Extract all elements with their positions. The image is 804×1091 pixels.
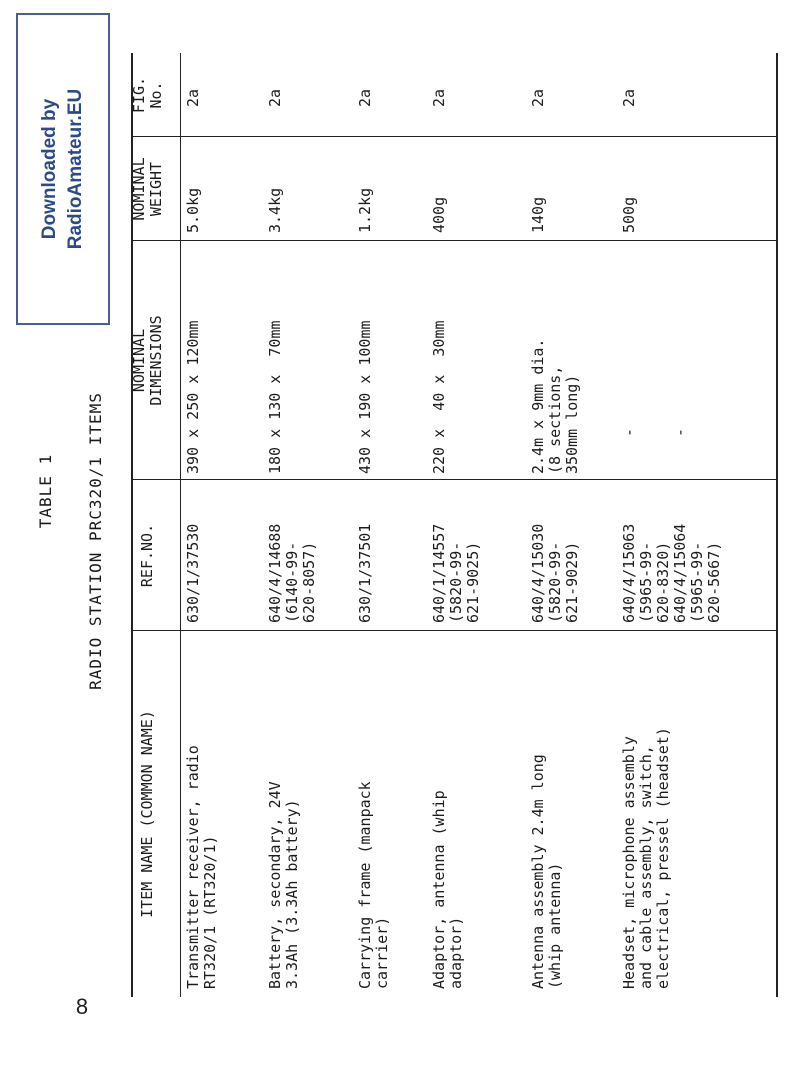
header-weight: NOMINAL WEIGHT xyxy=(130,157,165,221)
row-4-dims: 220 x 40 x 30mm xyxy=(430,320,448,474)
row-2-ref: 640/4/14688 (6140-99- 620-8057) xyxy=(266,523,318,623)
row-4-item: Adaptor, antenna (whip adaptor) xyxy=(430,790,465,989)
stamp-line-2: RadioAmateur.EU xyxy=(65,88,86,250)
table-bottom-rule xyxy=(776,53,778,997)
page-number: 8 xyxy=(75,994,89,1019)
row-5-fig: 2a xyxy=(529,88,547,107)
header-dimensions: NOMINAL DIMENSIONS xyxy=(130,315,165,406)
row-3-item: Carrying frame (manpack carrier) xyxy=(356,781,391,989)
stamp-line-1: Downloaded by xyxy=(39,98,60,240)
row-2-fig: 2a xyxy=(266,88,284,107)
row-1-fig: 2a xyxy=(184,88,202,107)
row-1-ref: 630/1/37530 xyxy=(184,523,202,623)
row-1-dims: 390 x 250 x 120mm xyxy=(184,320,202,474)
row-5-item: Antenna assembly 2.4m long (whip antenna) xyxy=(529,754,564,989)
row-4-weight: 400g xyxy=(430,196,448,233)
header-ref-no: REF.NO. xyxy=(138,523,156,588)
col-divider-4 xyxy=(131,136,777,137)
row-5-dims: 2.4m x 9mm dia. (8 sections, 350mm long) xyxy=(529,338,581,474)
header-fig-no: FIG. No. xyxy=(130,76,165,114)
col-divider-2 xyxy=(131,479,777,480)
col-divider-3 xyxy=(131,240,777,241)
header-item-name: ITEM NAME (COMMON NAME) xyxy=(138,710,156,918)
row-2-item: Battery, secondary, 24V 3.3Ah (3.3Ah battery) xyxy=(266,781,301,989)
items-table xyxy=(131,53,777,997)
row-6-fig: 2a xyxy=(620,88,638,107)
table-title: RADIO STATION PRC320/1 ITEMS xyxy=(86,392,105,690)
row-6-weight: 500g xyxy=(620,196,638,233)
row-3-weight: 1.2kg xyxy=(356,187,374,233)
row-4-fig: 2a xyxy=(430,88,448,107)
table-label: TABLE 1 xyxy=(36,453,55,529)
row-1-item: Transmitter receiver, radio RT320/1 (RT320/1) xyxy=(184,745,219,989)
row-2-weight: 3.4kg xyxy=(266,187,284,233)
row-5-ref: 640/4/15030 (5820-99- 621-9029) xyxy=(529,523,581,623)
row-3-ref: 630/1/37501 xyxy=(356,523,374,623)
col-divider-1 xyxy=(131,630,777,631)
header-rule xyxy=(180,53,181,997)
row-6-ref: 640/4/15063 (5965-99- 620-8320) 640/4/15064 (5965-99- 620-5667) xyxy=(620,523,723,623)
row-6-item: Headset, microphone assembly and cable assembly, switch, electrical, pressel (headset) xyxy=(620,727,672,989)
row-1-weight: 5.0kg xyxy=(184,187,202,233)
row-3-dims: 430 x 190 x 100mm xyxy=(356,320,374,474)
row-4-ref: 640/1/14557 (5820-99- 621-9025) xyxy=(430,523,482,623)
row-6-dims: - - xyxy=(620,427,689,437)
row-3-fig: 2a xyxy=(356,88,374,107)
row-5-weight: 140g xyxy=(529,196,547,233)
row-2-dims: 180 x 130 x 70mm xyxy=(266,320,284,474)
